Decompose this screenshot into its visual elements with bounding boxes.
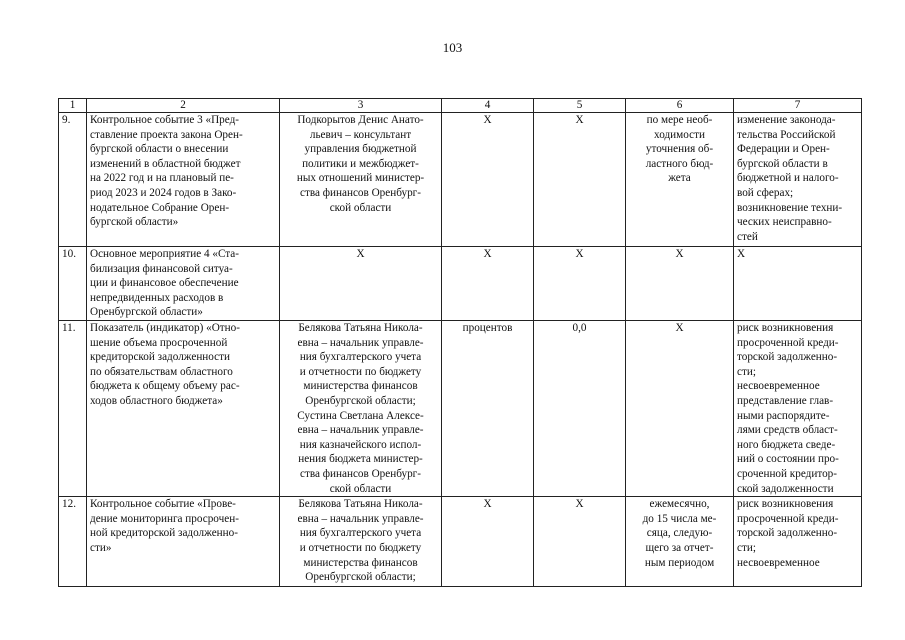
value-cell (534, 321, 626, 497)
cell-text-line: ходимости (654, 128, 705, 141)
value-cell (534, 497, 626, 587)
plan-table (58, 98, 862, 587)
cell-text-line: несвоевременное (737, 556, 820, 569)
cell-text-line: управления бюджетной (304, 143, 417, 156)
column-header: 5 (534, 99, 626, 113)
cell-text-line: Контрольное событие «Прове- (90, 498, 236, 511)
column-header: 6 (626, 99, 734, 113)
cell-text-line: евна – начальник управле- (297, 336, 424, 349)
cell-text-line: ного бюджета сведе- (737, 438, 836, 451)
cell-text-line: 0,0 (572, 322, 587, 334)
cell-text-line: политики и межбюджет- (302, 157, 419, 170)
cell-text-line: ной кредиторской задолженно- (90, 527, 238, 540)
cell-text-line: кредиторской задолженности (90, 351, 231, 364)
cell-text-line: Сустина Светлана Алексе- (297, 409, 424, 422)
risks-cell (734, 497, 862, 587)
cell-text-line: Х (483, 498, 492, 511)
cell-text-line: Основное мероприятие 4 «Ста- (90, 248, 239, 260)
cell-text-line: шение объема просроченной (90, 336, 228, 349)
cell-text-line: ства финансов Оренбург- (300, 467, 421, 480)
cell-text-line: непредвиденных расходов в (90, 291, 224, 304)
column-header: 1 (59, 99, 87, 113)
period-cell (626, 113, 734, 247)
cell-text-line: дение мониторинга просрочен- (90, 512, 239, 525)
cell-text-line: ний о состоянии про- (737, 453, 839, 466)
cell-text-line: щего за отчет- (645, 541, 714, 554)
cell-text-line: льевич – консультант (309, 128, 412, 141)
cell-text-line: по мере необ- (646, 114, 713, 126)
value-cell (534, 113, 626, 247)
cell-text-line: сти; (737, 541, 756, 554)
cell-text-line: министерства финансов (303, 556, 418, 569)
value-cell (534, 247, 626, 321)
cell-text-line: лями средств област- (737, 424, 838, 437)
cell-text-line: Контрольное событие 3 «Пред- (90, 114, 240, 126)
cell-text-line: Х (575, 248, 584, 260)
cell-text-line: и отчетности по бюджету (299, 541, 422, 554)
cell-text-line: процентов (462, 322, 513, 334)
cell-text-line: риск возникновения (737, 322, 834, 334)
cell-text-line: министерства финансов (303, 380, 418, 393)
cell-text-line: по обязательствам областного (90, 365, 233, 378)
row-number-cell: 10. (59, 247, 87, 321)
cell-text-line: риск возникновения (737, 498, 834, 511)
cell-text-line: евна – начальник управле- (297, 512, 424, 525)
page-number: 103 (442, 40, 463, 55)
cell-text-line: Х (575, 498, 584, 511)
period-cell (626, 247, 734, 321)
cell-text-line: ным периодом (644, 556, 715, 569)
table-row (59, 497, 862, 587)
cell-text-line: до 15 числа ме- (642, 512, 717, 525)
unit-cell (442, 247, 534, 321)
table-row (59, 321, 862, 497)
cell-text-line: ных отношений министер- (296, 172, 425, 185)
cell-text-line: ской задолженности (737, 482, 834, 495)
cell-text-line: ставление проекта закона Орен- (90, 128, 243, 141)
cell-text-line: сти; (737, 365, 756, 378)
row-number-cell: 11. (59, 321, 87, 497)
cell-text-line: Х (356, 248, 365, 260)
cell-text-line: несвоевременное (737, 380, 820, 393)
column-header: 2 (87, 99, 280, 113)
cell-text-line: ческих неисправно- (737, 216, 832, 229)
cell-text-line: Х (483, 248, 492, 260)
cell-text-line: просроченной креди- (737, 336, 839, 349)
cell-text-line: евна – начальник управле- (297, 424, 424, 437)
cell-text-line: возникновение техни- (737, 201, 843, 214)
table-row (59, 113, 862, 247)
cell-text-line: жета (668, 172, 691, 185)
cell-text-line: ния бухгалтерского учета (299, 527, 422, 540)
risks-cell (734, 247, 862, 321)
cell-text-line: ции и финансовое обеспечение (90, 277, 239, 290)
cell-text-line: сяца, следую- (646, 527, 713, 540)
cell-text-line: на 2022 год и на плановый пе- (90, 172, 234, 185)
cell-text-line: ластного бюд- (645, 157, 714, 170)
cell-text-line: риод 2023 и 2024 годов в Зако- (90, 186, 237, 199)
period-cell (626, 497, 734, 587)
cell-text-line: ежемесячно, (649, 498, 710, 511)
responsible-cell (280, 247, 442, 321)
unit-cell (442, 113, 534, 247)
cell-text-line: торской задолженно- (737, 351, 838, 364)
cell-text-line: ской области (329, 201, 392, 214)
cell-text-line: Х (575, 114, 584, 126)
table-row (59, 247, 862, 321)
unit-cell (442, 321, 534, 497)
period-cell (626, 321, 734, 497)
cell-text-line: тельства Российской (737, 128, 836, 141)
cell-text-line: торской задолженно- (737, 527, 838, 540)
row-number-cell: 9. (59, 113, 87, 247)
responsible-cell (280, 321, 442, 497)
cell-text-line: Х (483, 114, 492, 126)
cell-text-line: уточнения об- (645, 143, 714, 156)
column-header: 7 (734, 99, 862, 113)
cell-text-line: Белякова Татьяна Никола- (298, 498, 423, 511)
cell-text-line: бюджетной и налого- (737, 172, 839, 185)
cell-text-line: билизация финансовой ситуа- (90, 262, 233, 275)
column-header: 4 (442, 99, 534, 113)
event-name-cell (87, 497, 280, 587)
cell-text-line: нодательное Собрание Орен- (90, 201, 230, 214)
cell-text-line: ными распорядите- (737, 409, 830, 422)
cell-text-line: бюджета к общему объему рас- (90, 380, 240, 393)
cell-text-line: изменений в областной бюджет (90, 157, 241, 170)
event-name-cell (87, 321, 280, 497)
cell-text-line: сти» (90, 541, 112, 554)
cell-text-line: изменение законода- (737, 114, 836, 126)
cell-text-line: нения бюджета министер- (298, 453, 423, 466)
cell-text-line: Х (675, 248, 684, 260)
table-header-row (59, 99, 862, 113)
cell-text-line: бургской области» (90, 216, 179, 229)
responsible-cell (280, 113, 442, 247)
cell-text-line: ства финансов Оренбург- (300, 186, 421, 199)
row-number-cell: 12. (59, 497, 87, 587)
cell-text-line: Федерации и Орен- (737, 143, 830, 156)
column-header: 3 (280, 99, 442, 113)
cell-text-line: ходов областного бюджета» (90, 394, 223, 407)
cell-text-line: вой сферах; (737, 186, 794, 199)
cell-text-line: ния казначейского испол- (299, 438, 422, 451)
cell-text-line: Оренбургской области» (90, 306, 203, 319)
cell-text-line: Показатель (индикатор) «Отно- (90, 322, 240, 334)
cell-text-line: бургской области о внесении (90, 143, 229, 156)
cell-text-line: стей (737, 230, 758, 243)
cell-text-line: Оренбургской области; (305, 571, 416, 584)
cell-text-line: ния бухгалтерского учета (299, 351, 422, 364)
cell-text-line: ской области (329, 482, 392, 495)
cell-text-line: Подкорытов Денис Анато- (297, 114, 424, 126)
risks-cell (734, 321, 862, 497)
cell-text-line: Х (675, 322, 684, 334)
event-name-cell (87, 113, 280, 247)
cell-text-line: Оренбургской области; (305, 394, 416, 407)
cell-text-line: бургской области в (737, 157, 828, 170)
responsible-cell (280, 497, 442, 587)
cell-text-line: представление глав- (737, 394, 834, 407)
cell-text-line: Х (737, 248, 746, 260)
event-name-cell (87, 247, 280, 321)
risks-cell (734, 113, 862, 247)
cell-text-line: Белякова Татьяна Никола- (298, 322, 423, 334)
cell-text-line: и отчетности по бюджету (299, 365, 422, 378)
cell-text-line: просроченной креди- (737, 512, 839, 525)
unit-cell (442, 497, 534, 587)
cell-text-line: сроченной кредитор- (737, 467, 837, 480)
